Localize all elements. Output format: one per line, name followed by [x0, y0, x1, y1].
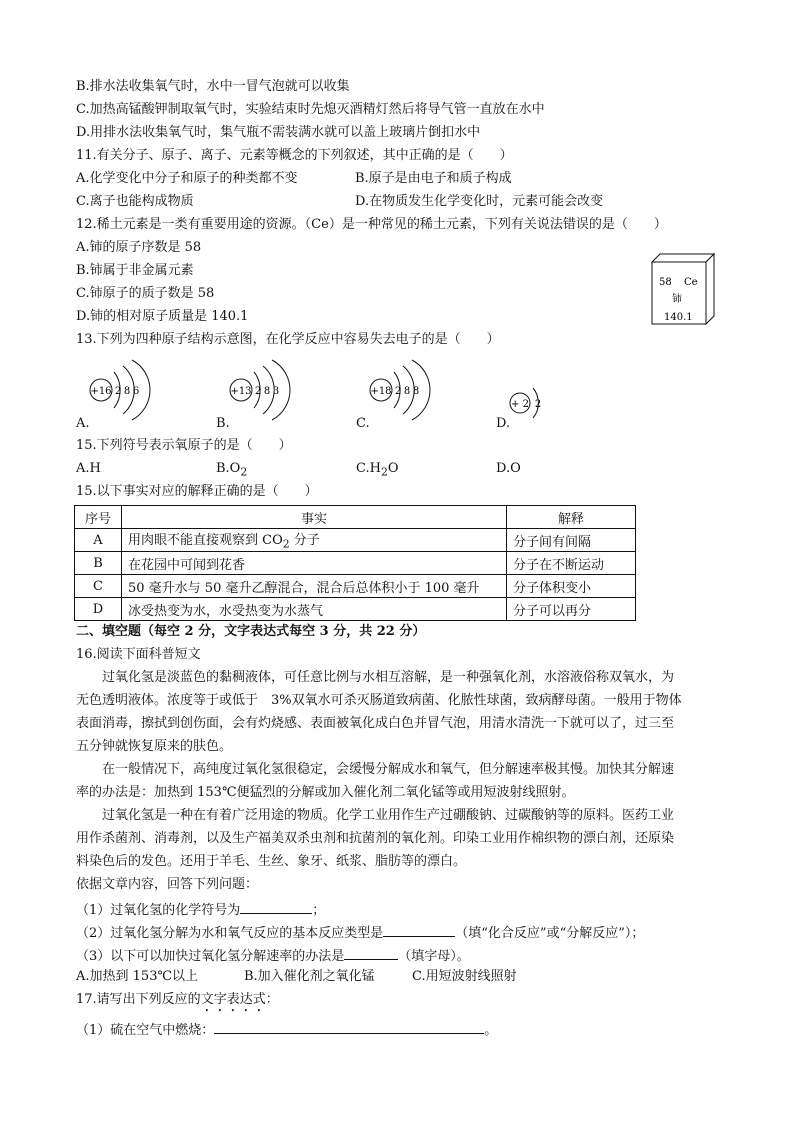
row-fact: 在花园中可闻到花香 [122, 552, 507, 575]
row-fact: 冰受热变为水，水受热变为水蒸气 [122, 598, 507, 621]
q16-sub-2 [76, 922, 644, 943]
element-card-number: 58 [659, 277, 672, 288]
answer-blank-4[interactable] [214, 1019, 484, 1034]
answer-blank-2[interactable] [383, 922, 455, 937]
passage-p1-line-4: 五分钟就恢复原来的肤色。 [76, 739, 233, 754]
row-id: C [75, 575, 122, 598]
q16-sub-1-text: （1）过氧化氢的化学符号为 [76, 903, 241, 918]
atom-d-shell-1: 2 [534, 399, 542, 410]
element-card [648, 252, 718, 326]
atom-diagram-c [356, 350, 466, 432]
q16-lead: 依据文章内容，回答下列问题： [76, 877, 259, 892]
table-row [75, 552, 636, 575]
element-card-name: 铈 [672, 294, 682, 305]
atom-b-shell-1: 2 [254, 386, 262, 397]
atom-d-nucleus: + 2 [511, 399, 529, 410]
row-id: D [75, 598, 122, 621]
facts-table-header [75, 506, 636, 529]
q15a-option-a: A.H [76, 461, 101, 476]
atom-a-nucleus: +16 [90, 386, 112, 397]
atom-diagram-a [76, 350, 186, 432]
q12-option-d: D.铈的相对原子质量是 140.1 [76, 309, 249, 324]
q15a-option-d: D.O [496, 461, 521, 476]
q16-sub-3 [76, 945, 470, 966]
q16-option-a: A.加热到 153℃以上 [76, 969, 199, 984]
q15b-stem: 15.以下事实对应的解释正确的是（ ） [76, 484, 318, 499]
q15a-option-b-sub: 2 [240, 465, 248, 479]
passage-p3-line-2: 用作杀菌剂、消毒剂，以及生产福美双杀虫剂和抗菌剂的氧化剂。印染工业用作棉织物的漂白剂，还原染 [76, 831, 675, 846]
q16-sub-2-text: （2）过氧化氢分解为水和氧气反应的基本反应类型是 [76, 926, 384, 941]
row-explanation: 分子可以再分 [507, 598, 636, 621]
row-id: A [75, 529, 122, 552]
row-id: B [75, 552, 122, 575]
option-d-line: D.用排水法收集氧气时，集气瓶不需装满水就可以盖上玻璃片倒扣水中 [76, 125, 481, 140]
passage-p1-line-1: 过氧化氢是淡蓝色的黏稠液体，可任意比例与水相互溶解，是一种强氧化剂，水溶液俗称双氧水，为 [102, 670, 675, 685]
row-fact: 50 毫升水与 50 毫升乙醇混合，混合后总体积小于 100 毫升 [122, 575, 507, 598]
answer-blank-1[interactable] [240, 899, 312, 914]
q15a-stem: 15.下列符号表示氧原子的是（ ） [76, 438, 292, 453]
atom-a-shell-2: 8 [123, 386, 131, 397]
table-row [75, 575, 636, 598]
option-c-line: C.加热高锰酸钾制取氧气时，实验结束时先熄灭酒精灯然后将导气管一直放在水中 [76, 102, 545, 117]
q15a-option-b [216, 460, 247, 482]
q16-stem: 16.阅读下面科普短文 [76, 647, 201, 662]
q16-sub-3-text: （3）以下可以加快过氧化氢分解速率的办法是 [76, 949, 345, 964]
q15a-option-b-text: B.O [216, 461, 241, 476]
table-row [75, 598, 636, 621]
atom-a-shell-3: 6 [132, 386, 140, 397]
atom-label-d: D. [496, 416, 511, 431]
answer-blank-3[interactable] [344, 945, 398, 960]
passage-p3-line-1: 过氧化氢是一种在有着广泛用途的物质。化学工业用作生产过硼酸钠、过碳酸钠等的原料。医药工业 [102, 808, 675, 823]
passage-p2-line-2: 率的办法是：加热到 153℃便猛烈的分解或加入催化剂二氧化锰等或用短波射线照射。 [76, 785, 575, 800]
atom-label-b: B. [216, 416, 230, 431]
atom-c-shell-1: 2 [394, 386, 402, 397]
atom-c-shell-2: 8 [403, 386, 411, 397]
q11-stem: 11.有关分子、原子、离子、元素等概念的下列叙述，其中正确的是（ ） [76, 148, 513, 163]
atom-c-nucleus: +18 [370, 386, 392, 397]
atom-b-shell-3: 3 [272, 386, 280, 397]
atom-b-shell-2: 8 [263, 386, 271, 397]
atom-a-shell-1: 2 [114, 386, 122, 397]
q17-stem-text: 17.请写出下列反应的 [76, 992, 201, 1007]
q16-sub-1-end: ； [312, 903, 326, 918]
q17-stem-emphasis: 文字表达式 [200, 992, 266, 1007]
row-fact [122, 529, 507, 552]
passage-p3-line-3: 料染色后的发色。还用于羊毛、生丝、象牙、纸浆、脂肪等的漂白。 [76, 854, 467, 869]
header-explanation: 解释 [507, 506, 636, 529]
facts-table [74, 505, 636, 621]
row-explanation: 分子在不断运动 [507, 552, 636, 575]
q15a-option-c [356, 460, 399, 482]
q17-sub-1 [76, 1019, 497, 1040]
header-fact: 事实 [122, 506, 507, 529]
atom-label-a: A. [76, 416, 90, 431]
passage-p1-line-2: 无色透明液体。浓度等于或低于 3%双氧水可杀灭肠道致病菌、化脓性球菌，致病酵母菌。一般用于物体 [76, 693, 682, 708]
q16-option-b: B.加入催化剂之氧化锰 [244, 969, 375, 984]
row-fact-end: 分子 [289, 533, 320, 549]
option-b-line: B.排水法收集氧气时，水中一冒气泡就可以收集 [76, 79, 350, 94]
element-card-symbol: Ce [684, 277, 698, 288]
element-card-mass: 140.1 [664, 312, 693, 323]
row-fact-sub: 2 [282, 537, 290, 551]
row-explanation: 分子体积变小 [507, 575, 636, 598]
q17-stem-end: ： [265, 992, 279, 1007]
passage-p1-line-3: 表面消毒，擦拭到创伤面，会有灼烧感、表面被氧化成白色并冒气泡，用清水清洗一下就可以了，过三至 [76, 716, 675, 731]
q15a-option-c-end: O [387, 461, 399, 476]
q17-sub-1-text: （1）硫在空气中燃烧： [76, 1023, 215, 1038]
atom-b-nucleus: +13 [230, 386, 252, 397]
row-fact-text: 用肉眼不能直接观察到 CO [128, 533, 283, 549]
q12-stem: 12.稀土元素是一类有重要用途的资源。（Ce）是一种常见的稀土元素，下列有关说法错误的是（ ） [76, 217, 667, 232]
passage-p2-line-1: 在一般情况下，高纯度过氧化氢很稳定，会缓慢分解成水和氧气，但分解速率极其慢。加快其分解速 [102, 762, 675, 777]
q15a-option-c-text: C.H [356, 461, 381, 476]
q13-stem: 13.下列为四种原子结构示意图，在化学反应中容易失去电子的是（ ） [76, 332, 500, 347]
q17-sub-1-end: 。 [484, 1023, 498, 1038]
q15a-option-c-sub: 2 [380, 465, 388, 479]
header-id: 序号 [75, 506, 122, 529]
q16-option-c: C.用短波射线照射 [412, 969, 517, 984]
q16-sub-3-end: （填字母）。 [398, 949, 470, 964]
q12-option-c: C.铈原子的质子数是 58 [76, 286, 215, 301]
table-row [75, 529, 636, 552]
q16-sub-2-end: （填“化合反应”或“分解反应”）； [455, 926, 645, 941]
q17-stem [76, 991, 279, 1015]
atom-label-c: C. [356, 416, 370, 431]
q12-option-a: A.铈的原子序数是 58 [76, 240, 202, 255]
q11-option-d: D.在物质发生化学变化时，元素可能会改变 [355, 194, 604, 209]
atom-c-shell-3: 8 [412, 386, 420, 397]
section-2-heading: 二、填空题（每空 2 分，文字表达式每空 3 分，共 22 分） [76, 624, 426, 639]
q11-option-a: A.化学变化中分子和原子的种类都不变 [76, 171, 298, 186]
q11-option-c: C.离子也能构成物质 [76, 194, 194, 209]
q11-option-b: B.原子是由电子和质子构成 [355, 171, 512, 186]
atom-diagram-b [216, 350, 326, 432]
q12-option-b: B.铈属于非金属元素 [76, 263, 194, 278]
row-explanation: 分子间有间隔 [507, 529, 636, 552]
q16-sub-1 [76, 899, 325, 920]
